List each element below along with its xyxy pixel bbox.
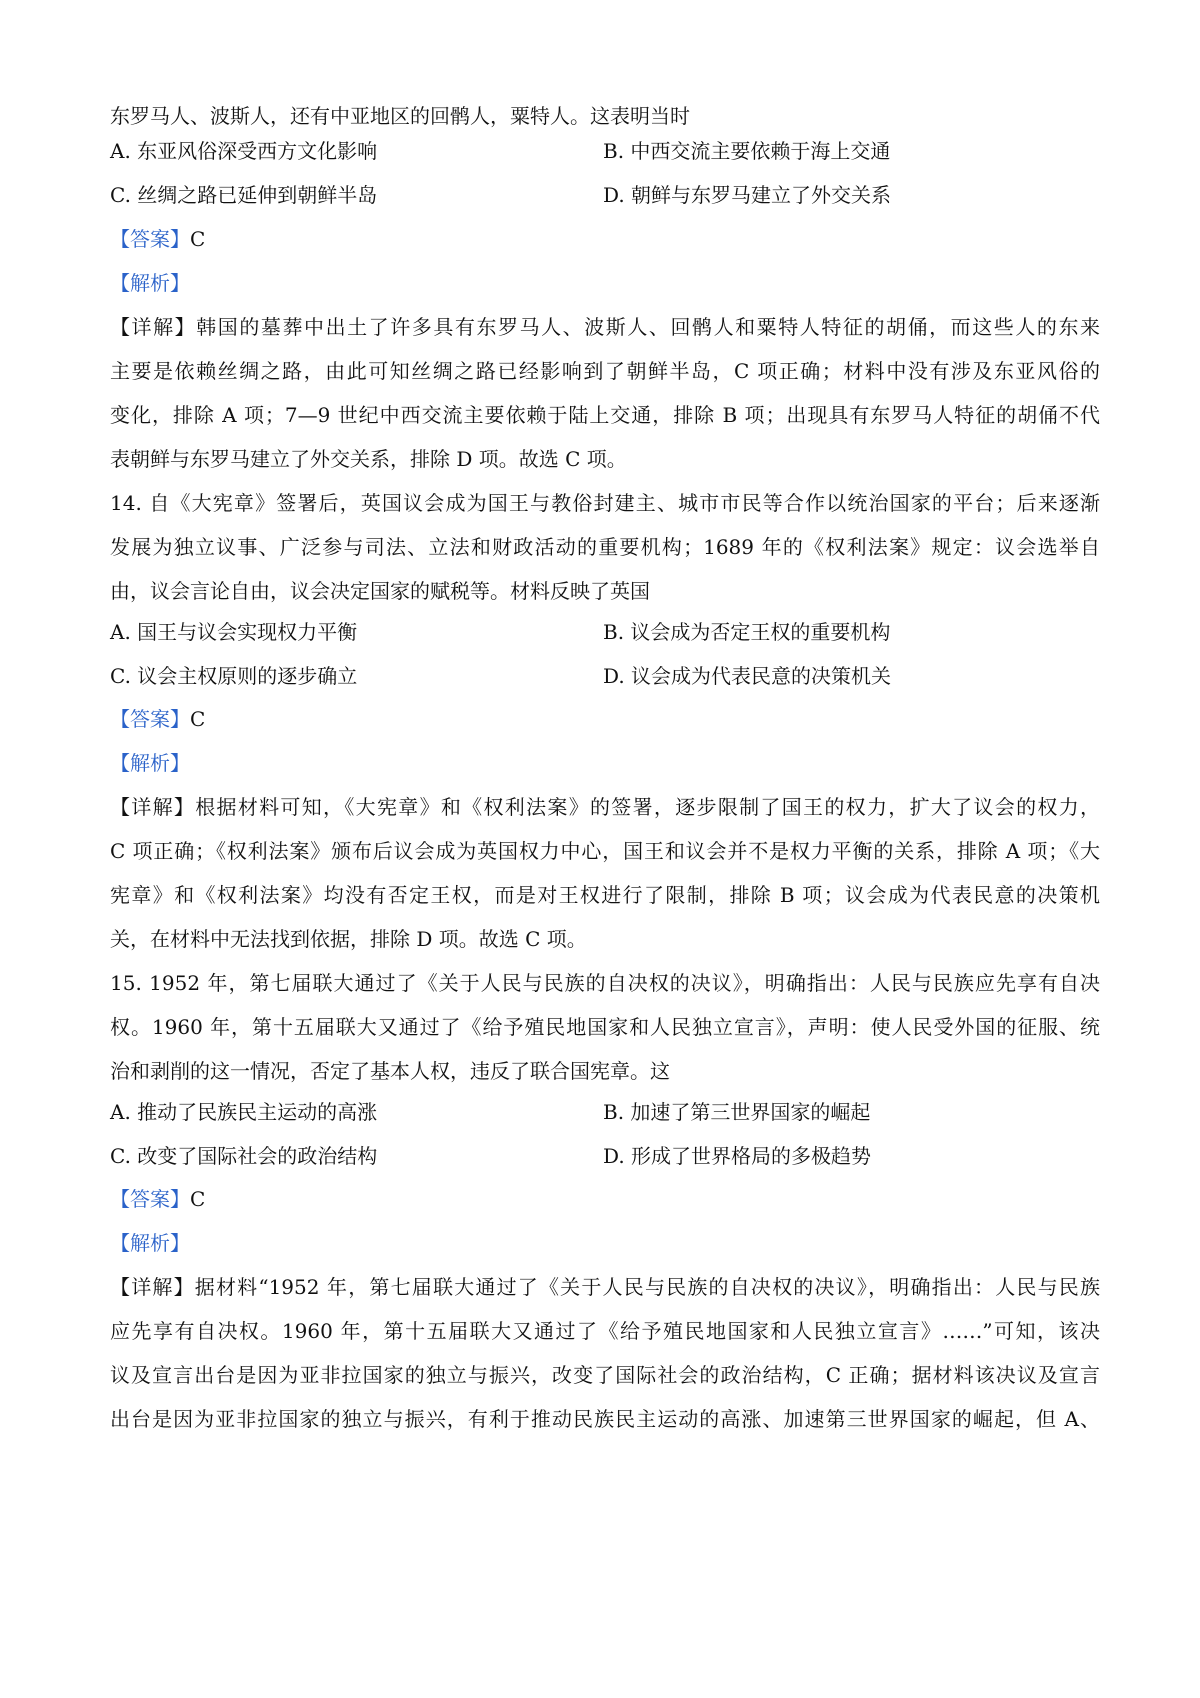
q15-option-b: B. 加速了第三世界国家的崛起 xyxy=(603,1100,871,1124)
q13-detail-line-1 xyxy=(110,313,1100,341)
detail-text: 据材料“1952 年，第七届联大通过了《关于人民与民族的自决权的决议》，明确指出：人民与民族 xyxy=(194,1275,1101,1299)
detail-text: 韩国的墓葬中出土了许多具有东罗马人、波斯人、回鹘人和粟特人特征的胡俑，而这些人的东来 xyxy=(196,315,1101,339)
detail-tag: 【详解】 xyxy=(110,795,196,819)
q13-detail-line-2: 主要是依赖丝绸之路，由此可知丝绸之路已经影响到了朝鲜半岛，C 项正确；材料中没有涉及东亚风俗的 xyxy=(110,359,1100,383)
q13-option-c: C. 丝绸之路已延伸到朝鲜半岛 xyxy=(110,183,378,207)
q14-analysis-tag: 【解析】 xyxy=(110,751,190,775)
q14-stem-line-3: 由，议会言论自由，议会决定国家的赋税等。材料反映了英国 xyxy=(110,579,650,603)
q15-option-d: D. 形成了世界格局的多极趋势 xyxy=(603,1144,872,1168)
detail-tag: 【详解】 xyxy=(110,1275,195,1299)
q14-detail-line-4: 关，在材料中无法找到依据，排除 D 项。故选 C 项。 xyxy=(110,927,587,951)
q13-answer xyxy=(110,225,205,253)
q14-stem-line-1: 14. 自《大宪章》签署后，英国议会成为国王与教俗封建主、城市市民等合作以统治国家的平台；后来逐渐 xyxy=(110,491,1100,515)
q15-detail-line-2: 应先享有自决权。1960 年，第十五届联大又通过了《给予殖民地国家和人民独立宣言》……”可知，该决 xyxy=(110,1319,1100,1343)
answer-value: C xyxy=(190,227,206,251)
q14-answer xyxy=(110,705,205,733)
q14-option-d: D. 议会成为代表民意的决策机关 xyxy=(603,664,892,688)
q15-stem-line-2: 权。1960 年，第十五届联大又通过了《给予殖民地国家和人民独立宣言》，声明：使人民受外国的征服、统 xyxy=(110,1015,1100,1039)
q14-detail-line-3: 宪章》和《权利法案》均没有否定王权，而是对王权进行了限制，排除 B 项；议会成为代表民意的决策机 xyxy=(110,883,1100,907)
q15-detail-line-4: 出台是因为亚非拉国家的独立与振兴，有利于推动民族民主运动的高涨、加速第三世界国家的崛起，但 A、 xyxy=(110,1407,1100,1431)
q13-detail-line-4: 表朝鲜与东罗马建立了外交关系，排除 D 项。故选 C 项。 xyxy=(110,447,627,471)
answer-tag: 【答案】 xyxy=(110,227,190,251)
q13-stem-tail: 东罗马人、波斯人，还有中亚地区的回鹘人，粟特人。这表明当时 xyxy=(110,104,690,128)
q14-detail-line-1 xyxy=(110,793,1100,821)
q15-detail-line-3: 议及宣言出台是因为亚非拉国家的独立与振兴，改变了国际社会的政治结构，C 正确；据材料该决议及宣言 xyxy=(110,1363,1100,1387)
q14-option-c: C. 议会主权原则的逐步确立 xyxy=(110,664,358,688)
q15-stem-line-1: 15. 1952 年，第七届联大通过了《关于人民与民族的自决权的决议》，明确指出：人民与民族应先享有自决 xyxy=(110,971,1100,995)
answer-value: C xyxy=(190,1187,206,1211)
q13-option-d: D. 朝鲜与东罗马建立了外交关系 xyxy=(603,183,892,207)
q14-detail-line-2: C 项正确；《权利法案》颁布后议会成为英国权力中心，国王和议会并不是权力平衡的关系，排除 A 项；《大 xyxy=(110,839,1100,863)
q15-answer xyxy=(110,1185,205,1213)
detail-text: 根据材料可知，《大宪章》和《权利法案》的签署，逐步限制了国王的权力，扩大了议会的权力， xyxy=(195,795,1101,819)
q13-option-b: B. 中西交流主要依赖于海上交通 xyxy=(603,139,891,163)
answer-tag: 【答案】 xyxy=(110,707,190,731)
q15-analysis-tag: 【解析】 xyxy=(110,1231,190,1255)
q14-stem-line-2: 发展为独立议事、广泛参与司法、立法和财政活动的重要机构；1689 年的《权利法案》规定：议会选举自 xyxy=(110,535,1100,559)
q13-analysis-tag: 【解析】 xyxy=(110,271,190,295)
q15-option-a: A. 推动了民族民主运动的高涨 xyxy=(110,1100,378,1124)
q13-option-a: A. 东亚风俗深受西方文化影响 xyxy=(110,139,378,163)
answer-tag: 【答案】 xyxy=(110,1187,190,1211)
answer-value: C xyxy=(190,707,206,731)
q15-option-c: C. 改变了国际社会的政治结构 xyxy=(110,1144,378,1168)
q14-option-a: A. 国王与议会实现权力平衡 xyxy=(110,620,358,644)
q14-option-b: B. 议会成为否定王权的重要机构 xyxy=(603,620,891,644)
q15-detail-line-1 xyxy=(110,1273,1100,1301)
q13-detail-line-3: 变化，排除 A 项；7—9 世纪中西交流主要依赖于陆上交通，排除 B 项；出现具有东罗马人特征的胡俑不代 xyxy=(110,403,1100,427)
detail-tag: 【详解】 xyxy=(110,315,197,339)
q15-stem-line-3: 治和剥削的这一情况，否定了基本人权，违反了联合国宪章。这 xyxy=(110,1059,670,1083)
